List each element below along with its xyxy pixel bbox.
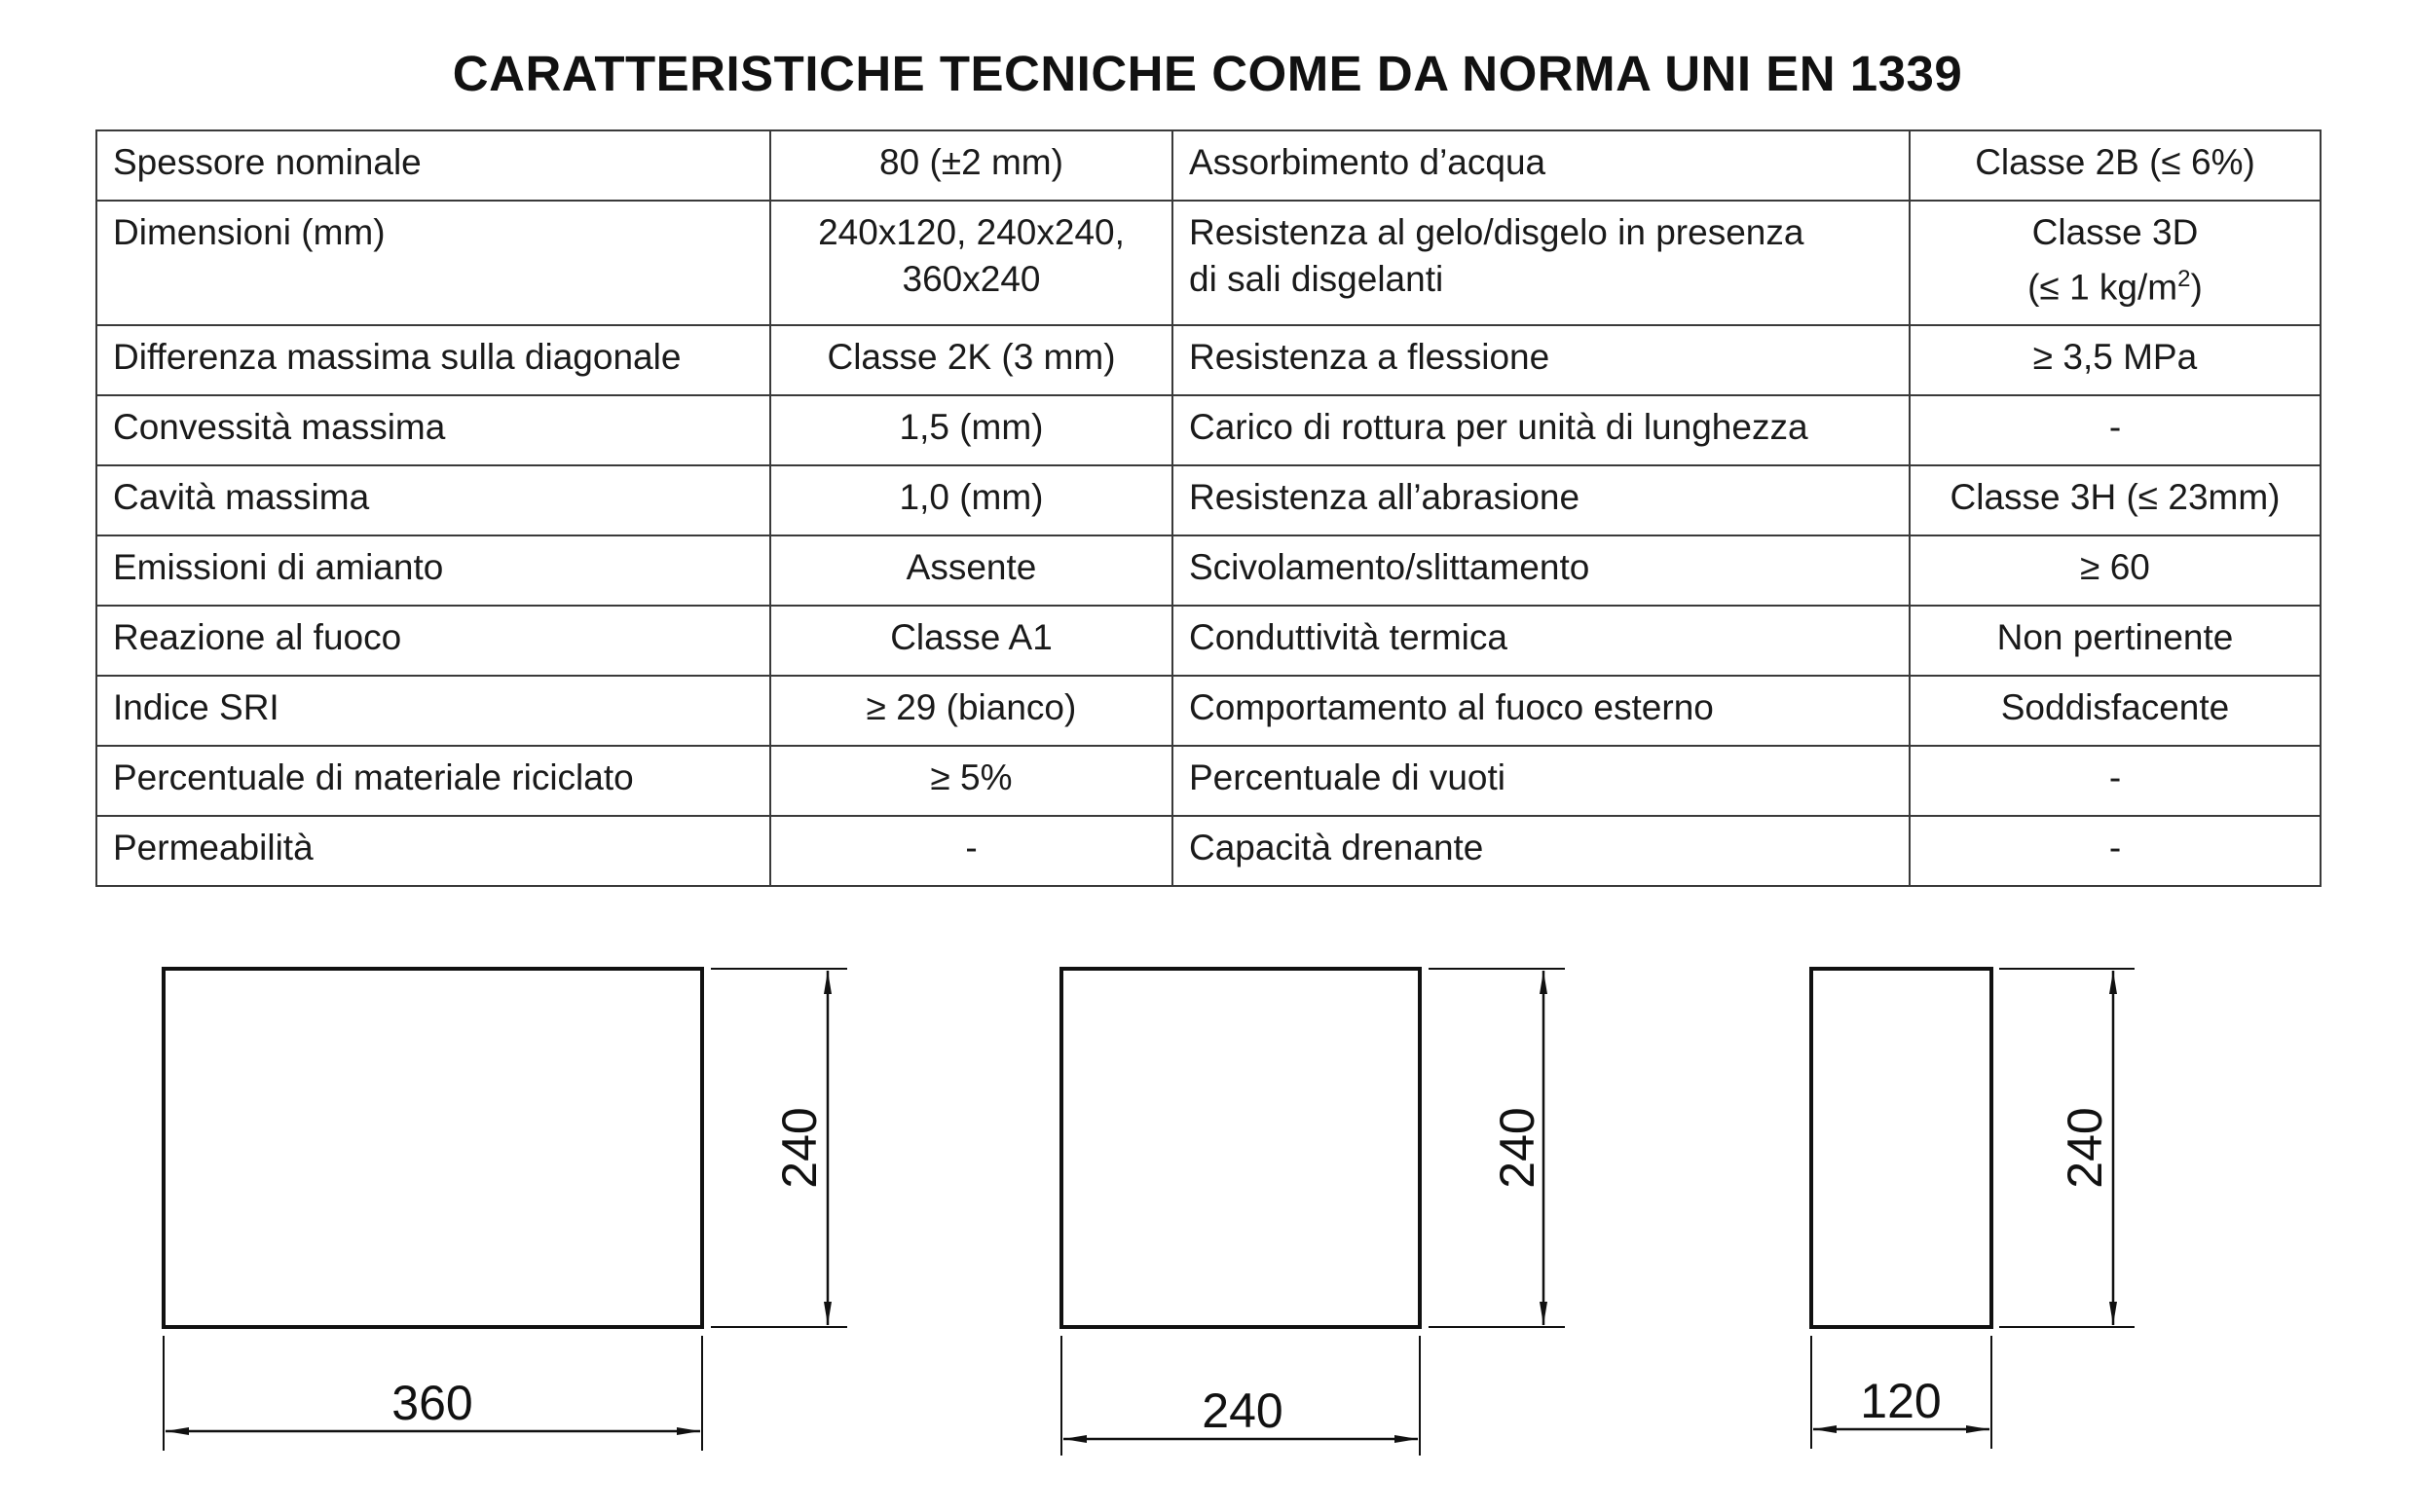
- property-value: Assente: [770, 535, 1172, 606]
- property-label: Conduttività termica: [1172, 606, 1910, 676]
- property-label: Scivolamento/slittamento: [1172, 535, 1910, 606]
- height-dimension-label: 240: [2058, 1107, 2112, 1189]
- property-value: 1,0 (mm): [770, 465, 1172, 535]
- property-label: Resistenza all’abrasione: [1172, 465, 1910, 535]
- property-value: Non pertinente: [1910, 606, 2321, 676]
- property-value: Soddisfacente: [1910, 676, 2321, 746]
- property-label: Indice SRI: [96, 676, 770, 746]
- tile-outline: [164, 969, 702, 1327]
- property-label: Resistenza al gelo/disgelo in presenza di sali disgelanti: [1172, 201, 1910, 325]
- property-value: 1,5 (mm): [770, 395, 1172, 465]
- property-value: ≥ 29 (bianco): [770, 676, 1172, 746]
- property-value: 80 (±2 mm): [770, 130, 1172, 201]
- document-title: CARATTERISTICHE TECNICHE COME DA NORMA UNI EN 1339: [452, 46, 1963, 101]
- property-label: Convessità massima: [96, 395, 770, 465]
- width-dimension-label: 240: [1202, 1383, 1283, 1438]
- tile-outline: [1061, 969, 1420, 1327]
- property-label: Spessore nominale: [96, 130, 770, 201]
- height-dimension-label: 240: [1490, 1107, 1544, 1189]
- property-value: ≥ 60: [1910, 535, 2321, 606]
- property-label: Differenza massima sulla diagonale: [96, 325, 770, 395]
- width-dimension-label: 360: [391, 1376, 473, 1430]
- property-label: Emissioni di amianto: [96, 535, 770, 606]
- width-dimension-label: 120: [1860, 1374, 1942, 1428]
- property-value: Classe A1: [770, 606, 1172, 676]
- property-value: -: [1910, 816, 2321, 886]
- height-dimension-label: 240: [772, 1107, 827, 1189]
- property-label: Comportamento al fuoco esterno: [1172, 676, 1910, 746]
- property-label: Cavità massima: [96, 465, 770, 535]
- tile-drawing-120x240: [1811, 969, 2135, 1449]
- tile-drawing-240x240: [1061, 969, 1565, 1456]
- property-value: -: [1910, 746, 2321, 816]
- property-label: Permeabilità: [96, 816, 770, 886]
- property-label: Carico di rottura per unità di lunghezza: [1172, 395, 1910, 465]
- property-value: ≥ 5%: [770, 746, 1172, 816]
- property-label: Percentuale di vuoti: [1172, 746, 1910, 816]
- property-value: Classe 3H (≤ 23mm): [1910, 465, 2321, 535]
- property-value: Classe 2B (≤ 6%): [1910, 130, 2321, 201]
- property-label: Capacità drenante: [1172, 816, 1910, 886]
- property-value: 240x120, 240x240, 360x240: [770, 201, 1172, 325]
- tile-outline: [1811, 969, 1991, 1327]
- property-label: Percentuale di materiale riciclato: [96, 746, 770, 816]
- property-value: Classe 3D (≤ 1 $kg/m^2$): [1910, 201, 2321, 325]
- property-label: Assorbimento d’acqua: [1172, 130, 1910, 201]
- property-label: Reazione al fuoco: [96, 606, 770, 676]
- property-value: ≥ 3,5 MPa: [1910, 325, 2321, 395]
- property-label: Dimensioni (mm): [96, 201, 770, 325]
- tile-drawing-360x240: [164, 969, 847, 1451]
- property-value: Classe 2K (3 mm): [770, 325, 1172, 395]
- property-value: -: [1910, 395, 2321, 465]
- property-label: Resistenza a flessione: [1172, 325, 1910, 395]
- property-value: -: [770, 816, 1172, 886]
